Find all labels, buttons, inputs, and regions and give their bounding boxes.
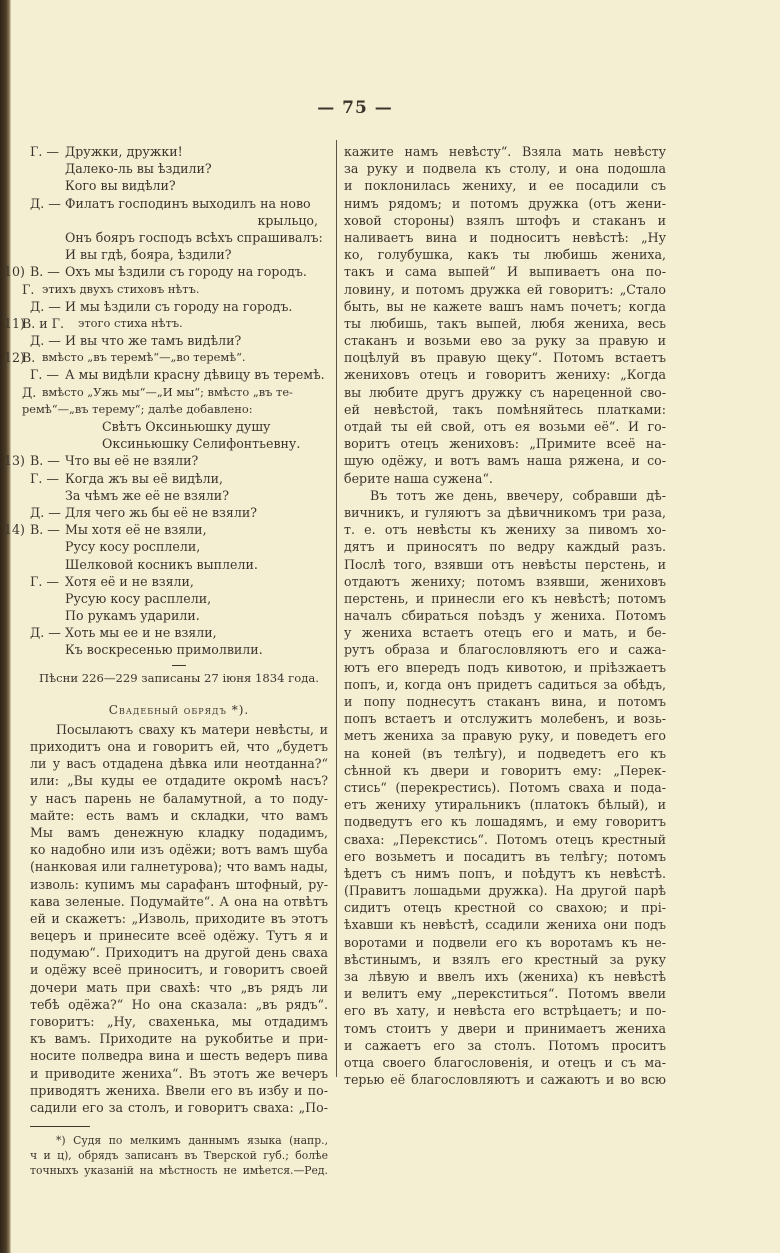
text-line: Посылаютъ сваху къ матери невѣсты, и [56,721,328,737]
speaker-label: В. — [30,522,60,538]
text-line: воритъ отецъ жениховъ: „Примите всеё на- [344,436,666,452]
speaker-label: Г. — [30,144,59,159]
text-line: приводятъ жениха. Ввели его въ избу и по- [30,1082,328,1098]
speaker-label: Д. — [30,504,61,520]
speaker-label: В. и Г. [22,315,64,331]
verse-end-dash [172,665,186,666]
text-line: кава зеленые. Подумайте“. А она на отвѣтъ [30,893,328,909]
text-line: и попу поднесутъ стаканъ вина, и потомъ [344,694,666,709]
speaker-label: Д. — [30,298,61,314]
verse-line [30,624,328,641]
speaker-label: В. — [30,264,60,280]
verse-text: Русу косу росплели, [65,539,201,555]
text-line: ты любишь, такъ выпей, любя жениха, весь [344,315,666,331]
verse-text: По рукамъ ударили. [65,608,200,624]
speaker-label: Д. — [30,195,61,211]
text-line: за лѣвую и ввелъ ихъ (жениха) къ невѣстѣ [344,969,666,984]
verse-line [30,573,328,590]
text-line: тебѣ одёжа?“ Но она сказала: „въ рядъ“. [30,996,328,1012]
verse-text: Хотя её и не взяли, [65,573,194,589]
verse-text: Онъ бояръ господъ всѣхъ спрашивалъ: [65,229,323,245]
speaker-label: Г. [22,281,35,297]
verse-text: За чѣмъ же её не взяли? [65,487,229,503]
text-line: Мы вамъ денежную кладку подадимъ, [30,824,328,840]
text-line: быть, вы не кажете вашъ намъ почетъ; когда [344,298,666,314]
text-line: ловину, и потомъ дружка ей говоритъ: „Стало [344,281,666,297]
text-line: сваха: „Перекстись“. Потомъ отецъ крестный [344,831,666,847]
verse-line [4,263,328,280]
footnote-rule [30,1126,90,1127]
text-line: къ вамъ. Приходите на рукобитье и при- [30,1031,328,1047]
verse-line [4,315,328,332]
text-line: его возьметъ и посадитъ въ телѣгу; потомъ [344,848,666,864]
text-line: попъ встаетъ и отслужитъ молебенъ, и возь- [344,711,666,727]
verse-line [4,452,328,469]
book-spine-edge [0,0,11,1253]
variant-number: 11) [4,315,25,331]
text-line: воротами и подвели его къ воротамъ къ не- [344,934,666,950]
text-line: началъ сбираться поѣздъ у жениха. Потомъ [344,608,666,624]
variant-number: 14) [4,522,25,538]
verse-text: Дружки, дружки! [65,144,183,159]
text-line: подумаю“. Приходитъ на другой день сваха [30,945,328,961]
verse-text: Для чего жь бы её не взяли? [65,504,258,520]
verse-line [30,160,328,177]
verse-text: этого стиха нѣтъ. [78,315,183,330]
verse-text: Къ воскресенью примолвили. [65,642,263,658]
text-line: ко, голубушка, какъ ты любишь жениха, [344,247,666,263]
verse-line [30,143,328,160]
verse-line [4,349,328,366]
text-line: перстень, и принесли его къ невѣстѣ; потомъ [344,590,666,606]
text-line: сѣнной къ двери и говоритъ ему: „Перек- [344,762,666,778]
text-line: томъ стоитъ у двери и принимаетъ жениха [344,1020,666,1036]
text-line: и велитъ ему „перекститься“. Потомъ ввели [344,986,666,1002]
text-line: поцѣлуй въ правую щеку“. Потомъ встаетъ [344,350,666,366]
verse-text: Свѣтъ Оксиньюшку душу [102,419,271,434]
text-line: ютъ его впередъ подъ кивотою, и пріѣзжаетъ [344,659,666,675]
variant-number: 13) [4,453,25,469]
text-line: ей и скажетъ: „Изволь, приходите въ этотъ [30,910,328,926]
speaker-label: Г. — [30,367,59,383]
speaker-label: Д. [22,384,37,400]
text-line: изволь: купимъ мы сарафанъ штофный, ру- [30,876,328,892]
verse-text: вмѣсто „Ужь мы“—„И мы“; вмѣсто „въ те- [42,384,293,399]
text-line: и сажаетъ его за столъ. Потомъ проситъ [344,1037,666,1053]
text-line: отдай ты ей свой, отъ ея возьми её“. И го- [344,419,666,434]
text-line: ко надобно или изъ одёжи; вотъ вамъ шуба [30,842,328,858]
verse-text: Филатъ господинъ выходилъ на ново [65,195,311,211]
right-prose-paragraph-1 [344,143,666,487]
text-line: говоритъ: „Ну, свахенька, мы отдадимъ [30,1014,328,1029]
verse-text: Кого вы видѣли? [65,178,176,194]
verse-text: Шелковой косникъ выплели. [65,556,258,572]
text-line: т. е. отъ невѣсты къ жениху за пивомъ хо- [344,522,666,538]
verse-text: ремѣ“—„въ терему“; далѣе добавлено: [22,401,253,416]
recording-note: Пѣсни 226—229 записаны 27 іюня 1834 года. [39,670,319,685]
text-line: у насъ парень не баламутной, а то поду- [30,790,328,806]
verse-line [4,521,328,538]
left-prose [30,721,328,1116]
text-line: сидитъ отецъ крестной со свахою; и прі- [344,900,666,916]
text-line: майте: есть вамъ и складки, что вамъ [30,807,328,823]
verse-text: Русую косу расплели, [65,590,212,606]
text-line: попъ, и, когда онъ придетъ садиться за обѣдъ, [344,676,666,692]
verse-text: Мы хотя её не взяли, [65,522,207,538]
text-line: ѣхавши къ невѣстѣ, ссадили жениха они подъ [344,917,666,933]
text-line: за руку и подвела къ столу, и она подошла [344,161,666,177]
text-line: носите полведра вина и шесть ведеръ пива [30,1048,328,1064]
footnote-line: ч и ц), обрядъ записанъ въ Тверской губ.; болѣе [30,1149,328,1163]
verse-line [30,195,328,212]
right-column [344,143,666,1088]
text-line: на коней (въ телѣгу), и подведетъ его къ [344,745,666,761]
text-line: шую одёжу, и вотъ вамъ наша ряжена, и со- [344,453,666,469]
left-column [4,143,328,1178]
text-line: стаканъ и возьми ево за руку за правую и [344,333,666,349]
verse-line [30,212,328,229]
verse-text: Оксиньюшку Селифонтьевну. [102,436,301,452]
text-line: ѣдетъ съ нимъ попъ, и поѣдутъ къ невѣстѣ. [344,865,666,881]
speaker-label: В. [22,350,36,366]
footnote [30,1133,328,1178]
text-line: рутъ образа и благословляютъ его и сажа- [344,642,666,658]
text-line: у жениха встаетъ отецъ его и мать, и бе- [344,625,666,641]
text-line: отдаютъ жениху; потомъ взявши, жениховъ [344,573,666,589]
verse-line [22,401,328,418]
text-line: и поклонилась жениху, и ее посадили съ [344,178,666,194]
verse-line [22,281,328,298]
page-number: — 75 — [317,98,393,118]
verse-line [30,607,328,624]
speaker-label: Г. — [30,470,59,486]
verse-line [30,538,328,555]
text-line: наливаетъ вина и подноситъ невѣстѣ: „Ну [344,229,666,245]
text-line: его въ хату, и невѣста его встрѣцаетъ; и по- [344,1003,666,1019]
column-divider [336,140,337,1077]
verse-line [22,384,328,401]
verse-line [30,298,328,315]
text-line: жениховъ отецъ и говоритъ жениху: „Когда [344,367,666,383]
text-line: и приводите жениха“. Въ этотъ же вечеръ [30,1065,328,1081]
text-line: ховой стороны) взялъ штофъ и стаканъ и [344,212,666,228]
text-line: вы любите другъ дружку съ нареценной сво- [344,384,666,400]
text-line: метъ жениха за правую руку, и поведетъ его [344,728,666,744]
text-line: или: „Вы куды ее отдадите окромѣ насъ? [30,773,328,789]
text-line: ей невѣстой, такъ помѣняйтесь платками: [344,401,666,417]
text-line: терью её благословляютъ и сажаютъ и во всю [344,1072,666,1088]
speaker-label: Г. — [30,573,59,589]
verse-text: этихъ двухъ стиховъ нѣтъ. [42,281,200,296]
speaker-label: В. — [30,453,60,469]
text-line: ли у васъ отдадена дѣвка или неотданна?“ [30,756,328,772]
text-line: нимъ рядомъ; и потомъ дружка (отъ жени- [344,195,666,211]
text-line: (Правитъ лошадьми дружка). На другой парѣ [344,883,666,899]
verse-line [30,590,328,607]
verse-text: Охъ мы ѣздили съ городу на городъ. [65,264,307,280]
text-line: садили его за столъ, и говоритъ сваха: „По- [30,1099,328,1115]
text-line: и одёжу всеё приноситъ, и говоритъ своей [30,962,328,978]
verse-line [30,246,328,263]
text-line: Въ тотъ же день, ввечеру, собравши дѣ- [370,487,666,503]
verse-line [30,177,328,194]
text-line: етъ жениху утиральникъ (платокъ бѣлый), и [344,797,666,813]
text-line: отца своего благословенія, и отецъ и съ ма- [344,1054,666,1070]
verse-text: Что вы её не взяли? [65,453,199,469]
verse-text: И мы ѣздили съ городу на городъ. [65,298,293,314]
verse-line [30,418,328,435]
text-line: вецеръ и принесите всеё одёжу. Тутъ я и [30,928,328,944]
footnote-line: точныхъ указаній на мѣстность не имѣется.—Ред. [30,1164,328,1178]
verse-text: Далеко-ль вы ѣздили? [65,161,212,177]
verse-text: И вы гдѣ, бояра, ѣздили? [65,247,232,263]
text-line: кажите намъ невѣсту“. Взяла мать невѣсту [344,144,666,159]
right-prose-paragraph-2 [344,487,666,1089]
variant-number: 12) [4,350,25,366]
verse-text: Хоть мы ее и не взяли, [65,625,217,641]
speaker-label: Д. — [30,333,61,349]
verse-line [30,487,328,504]
verse-text: И вы что же тамъ видѣли? [65,333,242,349]
text-line: подведутъ его къ лошадямъ, и ему говоритъ [344,814,666,830]
text-line: такъ и сама выпей“ И выпиваетъ она по- [344,264,666,280]
verse-line [30,366,328,383]
section-title: Свадебный обрядъ *). [108,702,250,717]
verse-text: вмѣсто „въ теремѣ“—„во теремѣ“. [42,350,246,365]
footnote-line: *) Судя по мелкимъ даннымъ языка (напр., [56,1134,328,1148]
speaker-label: Д. — [30,625,61,641]
text-line: берите наша сужена“. [344,470,493,486]
song-verses [4,143,328,659]
text-line: (нанковая или галнетурова); что вамъ нады, [30,859,328,875]
verse-line [30,504,328,521]
variant-number: 10) [4,264,25,280]
verse-text: крыльцо, [257,212,318,228]
text-line: дочери мать при свахѣ: что „въ рядъ ли [30,979,328,995]
text-line: вѣстинымъ, и взялъ его крестный за руку [344,951,666,967]
verse-line [30,332,328,349]
text-line: приходитъ она и говоритъ ей, что „будетъ [30,739,328,754]
verse-line [30,556,328,573]
verse-line [30,435,328,452]
verse-text: Когда жъ вы её видѣли, [65,470,224,486]
verse-text: А мы видѣли красну дѣвицу въ теремѣ. [65,367,325,383]
text-line: дятъ и приносятъ по ведру каждый разъ. [344,539,666,555]
verse-line [30,641,328,658]
text-line: стись“ (перекрестись). Потомъ сваха и пода- [344,779,666,795]
text-line: вичникъ, и гуляютъ за дѣвичникомъ три раза, [344,504,666,520]
verse-line [30,229,328,246]
verse-line [30,470,328,487]
text-line: Послѣ того, взявши отъ невѣсты перстень, и [344,556,666,572]
